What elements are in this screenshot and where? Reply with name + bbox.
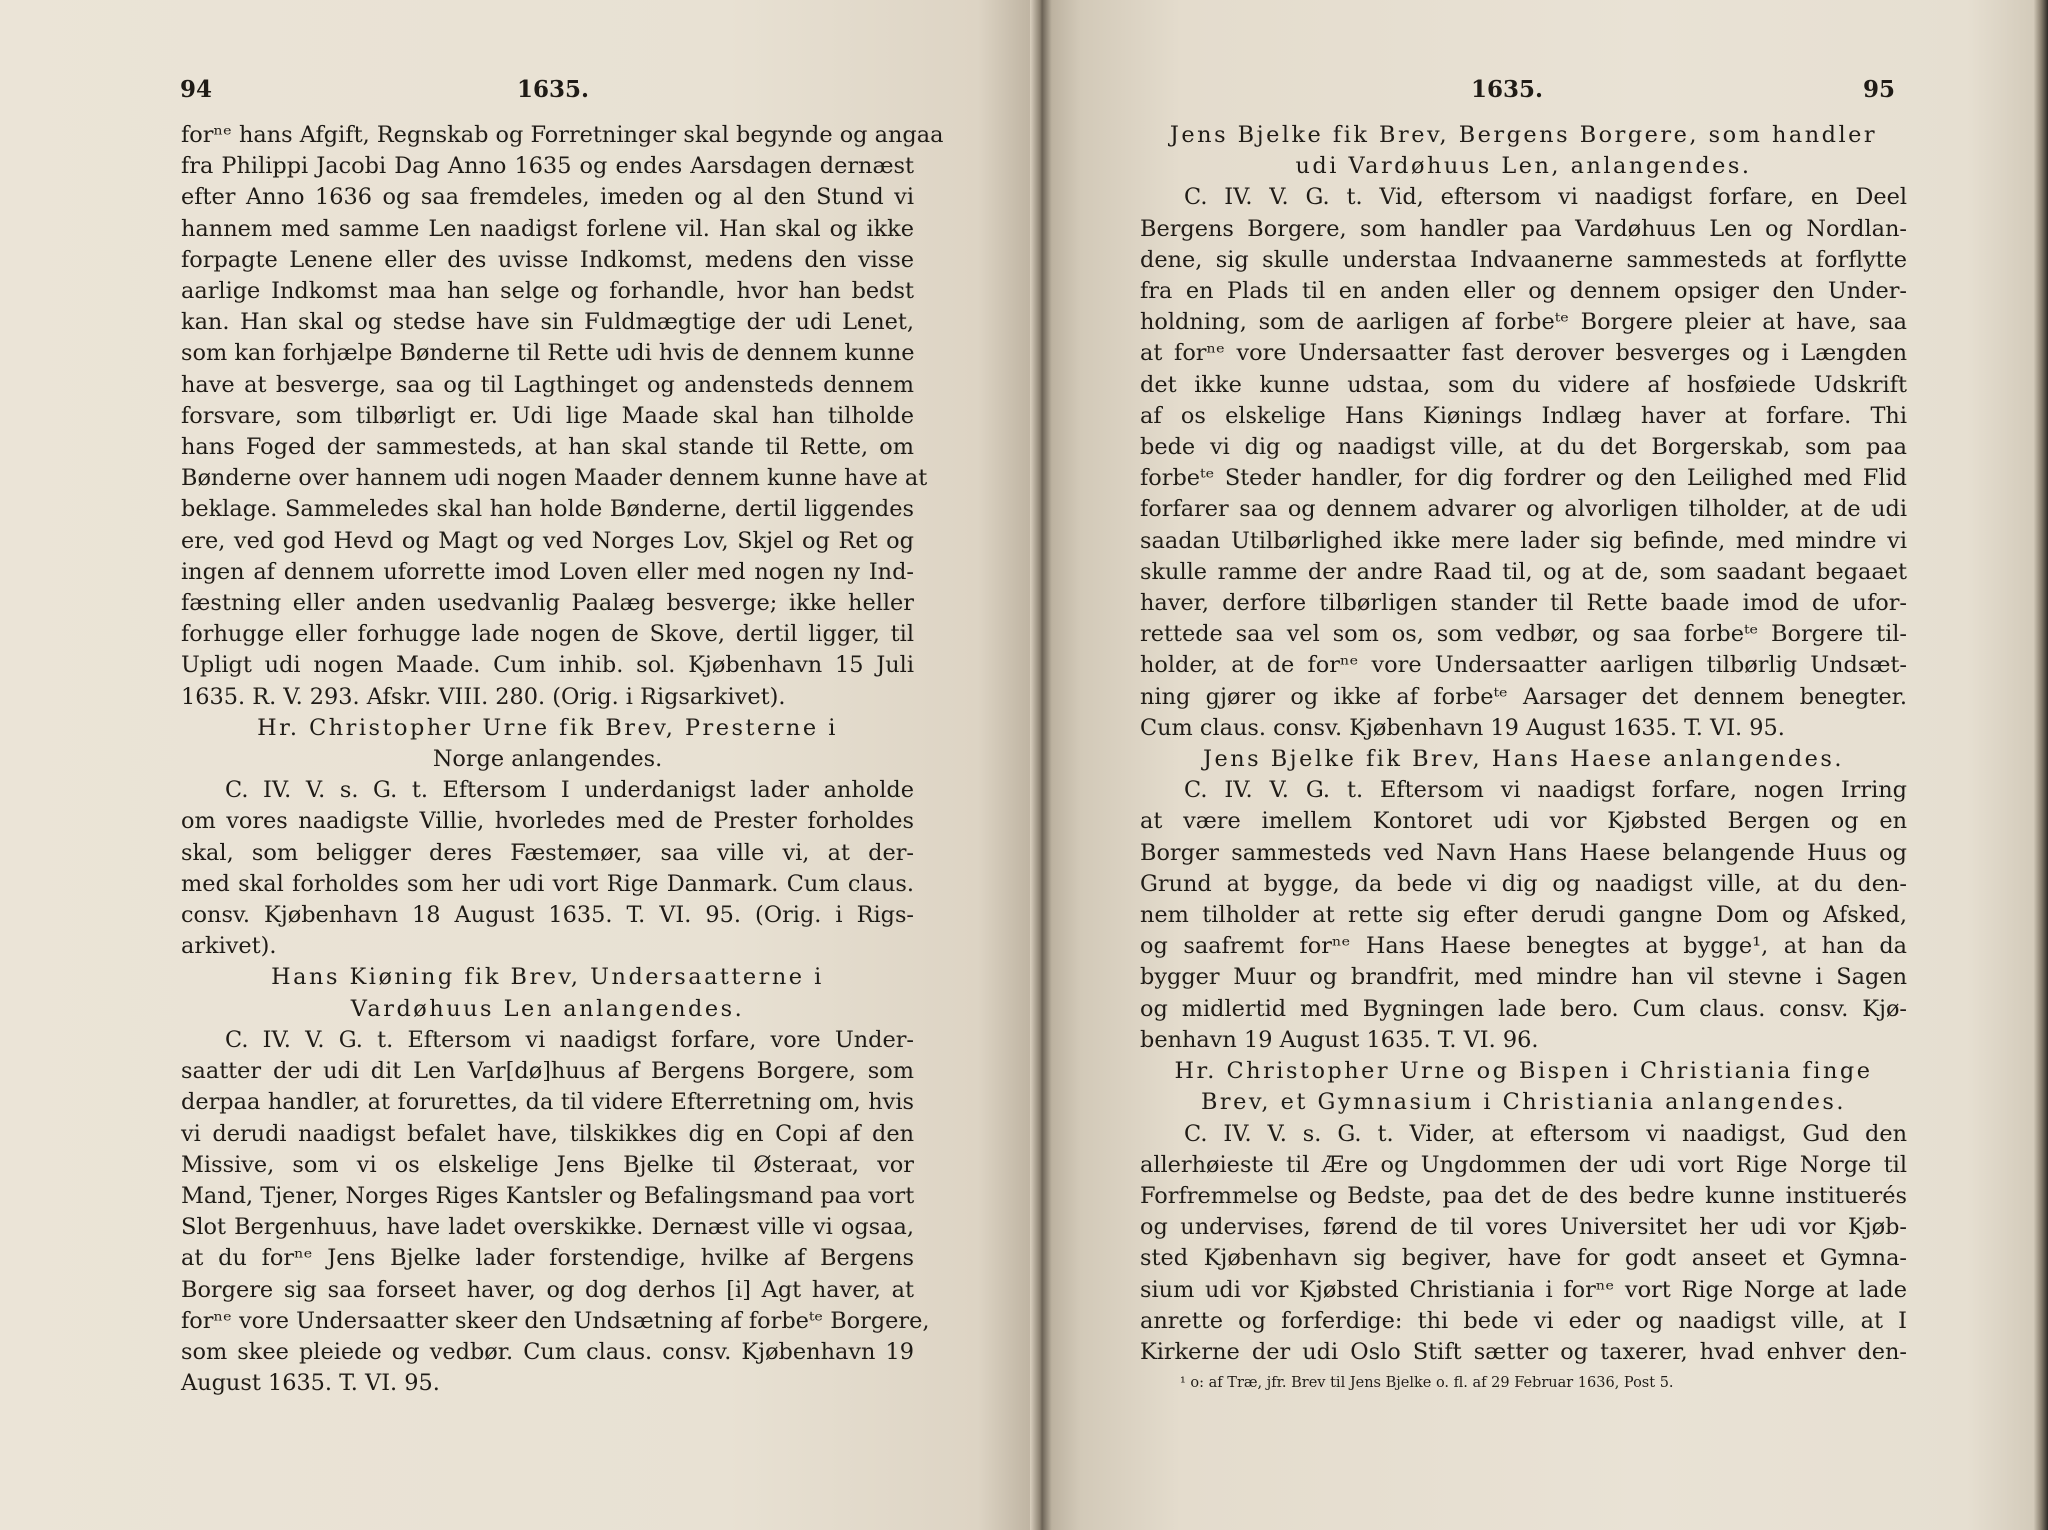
text-line: og undervises, førend de til vores Universitet her udi vor Kjøb- xyxy=(1140,1214,1907,1241)
text-line: forsvare, som tilbørligt er. Udi lige Maade skal han tilholde xyxy=(181,402,914,429)
text-line: C. IV. V. G. t. Vid, eftersom vi naadigst forfare, en Deel xyxy=(1184,184,1907,211)
text-line: forⁿᵉ hans Afgift, Regnskab og Forretninger skal begynde og angaa xyxy=(181,122,944,148)
text-line: Forfremmelse og Bedste, paa det de des bedre kunne instituerés xyxy=(1140,1182,1907,1209)
text-line: derpaa handler, at forurettes, da til videre Efterretning om, hvis xyxy=(181,1089,914,1116)
text-line: vi derudi naadigst befalet have, tilskikkes dig en Copi af den xyxy=(181,1120,914,1147)
text-line: at du forⁿᵉ Jens Bjelke lader forstendige, hvilke af Bergens xyxy=(181,1245,914,1272)
text-line: C. IV. V. s. G. t. Eftersom I underdanigst lader anholde xyxy=(225,777,914,804)
text-line: 1635. R. V. 293. Afskr. VIII. 280. (Orig. i Rigsarkivet). xyxy=(181,683,786,710)
running-head-year: 1635. xyxy=(1471,76,1544,103)
text-line: fæstning eller anden usedvanlig Paalæg besverge; ikke heller xyxy=(181,590,914,617)
text-line: med skal forholdes som her udi vort Rige Danmark. Cum claus. xyxy=(181,870,914,897)
text-line: holdning, som de aarligen af forbeᵗᵉ Borgere pleier at have, saa xyxy=(1140,309,1907,336)
text-line: Borger sammesteds ved Navn Hans Haese belangende Huus og xyxy=(1140,839,1907,866)
text-line: sted Kjøbenhavn sig begiver, have for godt anseet et Gymna- xyxy=(1140,1245,1907,1272)
section-heading: Vardøhuus Len anlangendes. xyxy=(350,995,745,1022)
text-line: og midlertid med Bygningen lade bero. Cum claus. consv. Kjø- xyxy=(1140,995,1907,1022)
text-line: C. IV. V. G. t. Eftersom vi naadigst forfare, nogen Irring xyxy=(1184,777,1907,804)
text-line: saadan Utilbørlighed ikke mere lader sig befinde, med mindre vi xyxy=(1140,527,1907,554)
text-line: som kan forhjælpe Bønderne til Rette udi hvis de dennem kunne xyxy=(181,340,915,367)
text-line: Bønderne over hannem udi nogen Maader dennem kunne have at xyxy=(181,465,928,492)
text-line: ere, ved god Hevd og Magt og ved Norges Lov, Skjel og Ret og xyxy=(181,527,914,554)
text-line: forbeᵗᵉ Steder handler, for dig fordrer og den Leilighed med Flid xyxy=(1140,465,1907,492)
text-line: ning gjører og ikke af forbeᵗᵉ Aarsager det dennem benegter. xyxy=(1140,683,1907,710)
text-line: ingen af dennem uforrette imod Loven eller med nogen ny Ind- xyxy=(181,558,914,585)
text-line: forfarer saa og dennem advarer og alvorligen tilholder, at de udi xyxy=(1140,496,1907,523)
text-line: saatter der udi dit Len Var[dø]huus af Bergens Borgere, som xyxy=(181,1058,914,1085)
page-number: 95 xyxy=(1863,76,1896,103)
book-gutter xyxy=(1030,0,1052,1530)
text-line: Cum claus. consv. Kjøbenhavn 19 August 1635. T. VI. 95. xyxy=(1140,714,1785,741)
text-line: forⁿᵉ vore Undersaatter skeer den Undsætning af forbeᵗᵉ Borgere, xyxy=(181,1307,930,1334)
page-edge-shadow xyxy=(2034,0,2048,1530)
text-line: nem tilholder at rette sig efter derudi gangne Dom og Afsked, xyxy=(1140,902,1907,929)
text-line: forpagte Lenene eller des uvisse Indkomst, medens den visse xyxy=(181,246,914,273)
text-line: aarlige Indkomst maa han selge og forhandle, hvor han bedst xyxy=(181,278,914,305)
text-line: consv. Kjøbenhavn 18 August 1635. T. VI. 95. (Orig. i Rigs- xyxy=(181,902,914,929)
text-line: efter Anno 1636 og saa fremdeles, imeden og al den Stund vi xyxy=(181,184,914,211)
section-heading: Jens Bjelke fik Brev, Hans Haese anlangendes. xyxy=(1202,746,1845,773)
text-line: som skee pleiede og vedbør. Cum claus. consv. Kjøbenhavn 19 xyxy=(181,1338,914,1365)
text-line: fra en Plads til en anden eller og dennem opsiger den Under- xyxy=(1140,278,1907,305)
footnote: ¹ o: af Træ, jfr. Brev til Jens Bjelke o. fl. af 29 Februar 1636, Post 5. xyxy=(1180,1375,1674,1392)
text-line: at være imellem Kontoret udi vor Kjøbsted Bergen og en xyxy=(1140,808,1907,835)
text-line: have at besverge, saa og til Lagthinget og andensteds dennem xyxy=(181,371,914,398)
text-line: Upligt udi nogen Maade. Cum inhib. sol. Kjøbenhavn 15 Juli xyxy=(181,652,914,679)
section-heading: Hans Kiøning fik Brev, Undersaatterne i xyxy=(271,964,824,991)
text-line: holder, at de forⁿᵉ vore Undersaatter aarligen tilbørlig Undsæt- xyxy=(1140,652,1907,679)
section-heading: Hr. Christopher Urne fik Brev, Presterne i xyxy=(257,714,838,741)
text-line: Missive, som vi os elskelige Jens Bjelke til Østeraat, vor xyxy=(181,1151,914,1178)
text-line: haver, derfore tilbørligen stander til Rette baade imod de ufor- xyxy=(1140,590,1907,617)
text-line: Borgere sig saa forseet haver, og dog derhos [i] Agt haver, at xyxy=(181,1276,914,1303)
text-line: hannem med samme Len naadigst forlene vil. Han skal og ikke xyxy=(181,215,914,242)
text-line: dene, sig skulle understaa Indvaanerne sammesteds at forflytte xyxy=(1140,246,1907,273)
text-line: rettede saa vel som os, som vedbør, og saa forbeᵗᵉ Borgere til- xyxy=(1140,621,1907,648)
text-line: benhavn 19 August 1635. T. VI. 96. xyxy=(1140,1026,1539,1053)
text-line: arkivet). xyxy=(181,933,277,960)
section-heading: udi Vardøhuus Len, anlangendes. xyxy=(1295,153,1752,180)
text-line: sium udi vor Kjøbsted Christiania i forⁿᵉ vort Rige Norge at lade xyxy=(1140,1276,1907,1303)
text-line: fra Philippi Jacobi Dag Anno 1635 og endes Aarsdagen dernæst xyxy=(181,153,914,180)
page-number: 94 xyxy=(180,76,213,103)
text-line: Kirkerne der udi Oslo Stift sætter og taxerer, hvad enhver den- xyxy=(1140,1338,1907,1365)
text-line: skulle ramme der andre Raad til, og at de, som saadant begaaet xyxy=(1140,558,1907,585)
text-line: det ikke kunne udstaa, som du videre af hosføiede Udskrift xyxy=(1140,371,1907,398)
text-line: forhugge eller forhugge lade nogen de Skove, dertil ligger, til xyxy=(181,621,914,648)
text-line: af os elskelige Hans Kiønings Indlæg haver at forfare. Thi xyxy=(1140,402,1907,429)
running-head-year: 1635. xyxy=(517,76,590,103)
text-line: kan. Han skal og stedse have sin Fuldmægtige der udi Lenet, xyxy=(181,309,914,336)
text-line: allerhøieste til Ære og Ungdommen der udi vort Rige Norge til xyxy=(1140,1151,1907,1178)
text-line: beklage. Sammeledes skal han holde Bønderne, dertil liggendes xyxy=(181,496,914,523)
text-line: bede vi dig og naadigst ville, at du det Borgerskab, som paa xyxy=(1140,434,1907,461)
section-heading: Jens Bjelke fik Brev, Bergens Borgere, som handler xyxy=(1169,122,1878,148)
section-heading: Norge anlangendes. xyxy=(432,746,663,773)
text-line: C. IV. V. s. G. t. Vider, at eftersom vi naadigst, Gud den xyxy=(1184,1120,1907,1147)
text-line: Slot Bergenhuus, have ladet overskikke. Dernæst ville vi ogsaa, xyxy=(181,1214,914,1241)
section-heading: Brev, et Gymnasium i Christiania anlangendes. xyxy=(1200,1089,1847,1116)
text-line: bygger Muur og brandfrit, med mindre han vil stevne i Sagen xyxy=(1140,964,1907,991)
text-line: Grund at bygge, da bede vi dig og naadigst ville, at du den- xyxy=(1140,870,1907,897)
text-line: C. IV. V. G. t. Eftersom vi naadigst forfare, vore Under- xyxy=(225,1026,914,1053)
text-line: og saafremt forⁿᵉ Hans Haese benegtes at bygge¹, at han da xyxy=(1140,933,1907,960)
body-text xyxy=(1140,120,1907,1394)
body-text xyxy=(181,120,944,1399)
text-line: Mand, Tjener, Norges Riges Kantsler og Befalingsmand paa vort xyxy=(181,1182,915,1209)
section-heading: Hr. Christopher Urne og Bispen i Christiania finge xyxy=(1174,1058,1873,1085)
text-line: anrette og forferdige: thi bede vi eder og naadigst ville, at I xyxy=(1140,1307,1907,1334)
text-line: at forⁿᵉ vore Undersaatter fast derover besverges og i Længden xyxy=(1140,340,1907,367)
text-line: om vores naadigste Villie, hvorledes med de Prester forholdes xyxy=(181,808,914,835)
text-line: skal, som beligger deres Fæstemøer, saa ville vi, at der- xyxy=(181,839,914,866)
text-line: hans Foged der sammesteds, at han skal stande til Rette, om xyxy=(181,434,914,461)
text-line: August 1635. T. VI. 95. xyxy=(181,1370,440,1397)
text-line: Bergens Borgere, som handler paa Vardøhuus Len og Nordlan- xyxy=(1140,215,1907,242)
right-page xyxy=(1040,0,2048,1530)
